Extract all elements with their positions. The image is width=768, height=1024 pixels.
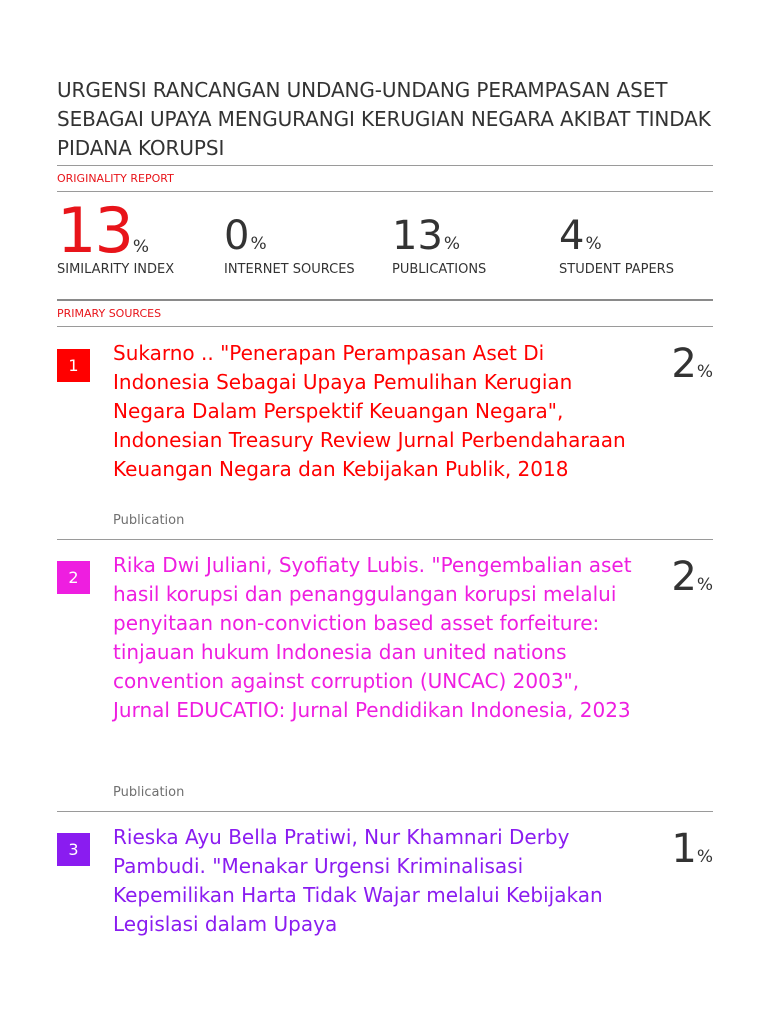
internet-sources-value: 0 [224,213,250,259]
primary-sources-divider [57,326,713,327]
publications-unit: % [443,234,461,254]
source-rank-badge: 2 [57,561,90,594]
source-match-value: 1 [671,826,697,872]
publications-caption: PUBLICATIONS [392,262,487,277]
source-rank-badge: 3 [57,833,90,866]
source-match-value: 2 [671,554,697,600]
source-match-value: 2 [671,341,697,387]
title-divider [57,165,713,166]
source-divider [57,811,713,812]
source-citation[interactable]: Rieska Ayu Bella Pratiwi, Nur Khamnari Derby Pambudi. "Menakar Urgensi Kriminalisasi Kepemilikan Harta Tidak Wajar melalui Kebijakan Legislasi dalam Upaya [113,825,603,936]
source-citation[interactable]: Rika Dwi Juliani, Syofiaty Lubis. "Pengembalian aset hasil korupsi dan penanggulangan korupsi melalui penyitaan non-conviction based asset forfeiture: tinjauan hukum Indonesia dan united nations convention against corruption (UNCAC) 2003", Jurnal EDUCATIO: Jurnal Pendidikan Indonesia, 2023 [113,553,632,722]
student-papers-caption: STUDENT PAPERS [559,262,674,277]
similarity-index-stat [57,194,227,277]
report-page [57,0,713,1024]
internet-sources-stat [224,200,394,277]
publications-value: 13 [392,213,443,259]
source-divider [57,539,713,540]
originality-divider [57,191,713,192]
originality-report-label: ORIGINALITY REPORT [57,172,174,185]
source-match-unit: % [696,575,713,595]
student-papers-stat [559,200,729,277]
similarity-index-unit: % [132,237,150,257]
similarity-index-caption: SIMILARITY INDEX [57,262,175,277]
source-citation[interactable]: Sukarno .. "Penerapan Perampasan Aset Di Indonesia Sebagai Upaya Pemulihan Kerugian Negara Dalam Perspektif Keuangan Negara", Indonesian Treasury Review Jurnal Perbendaharaan Keuangan Negara dan Kebijakan Publik, 2018 [113,341,626,481]
document-title: URGENSI RANCANGAN UNDANG-UNDANG PERAMPASAN ASET SEBAGAI UPAYA MENGURANGI KERUGIAN NEGARA AKIBAT TINDAK PIDANA KORUPSI [57,78,711,160]
internet-sources-unit: % [250,234,267,254]
source-match-unit: % [696,847,713,867]
internet-sources-caption: INTERNET SOURCES [224,262,355,277]
source-rank-badge: 1 [57,349,90,382]
student-papers-value: 4 [559,213,585,259]
publications-stat [392,200,562,277]
source-match-percent [671,554,713,600]
stats-divider [57,299,713,301]
source-type: Publication [113,513,185,528]
source-type: Publication [113,785,185,800]
source-match-percent [671,826,713,872]
similarity-index-value: 13 [57,194,132,267]
source-match-percent [671,341,713,387]
primary-sources-label: PRIMARY SOURCES [57,307,162,320]
source-match-unit: % [696,362,713,382]
student-papers-unit: % [585,234,602,254]
